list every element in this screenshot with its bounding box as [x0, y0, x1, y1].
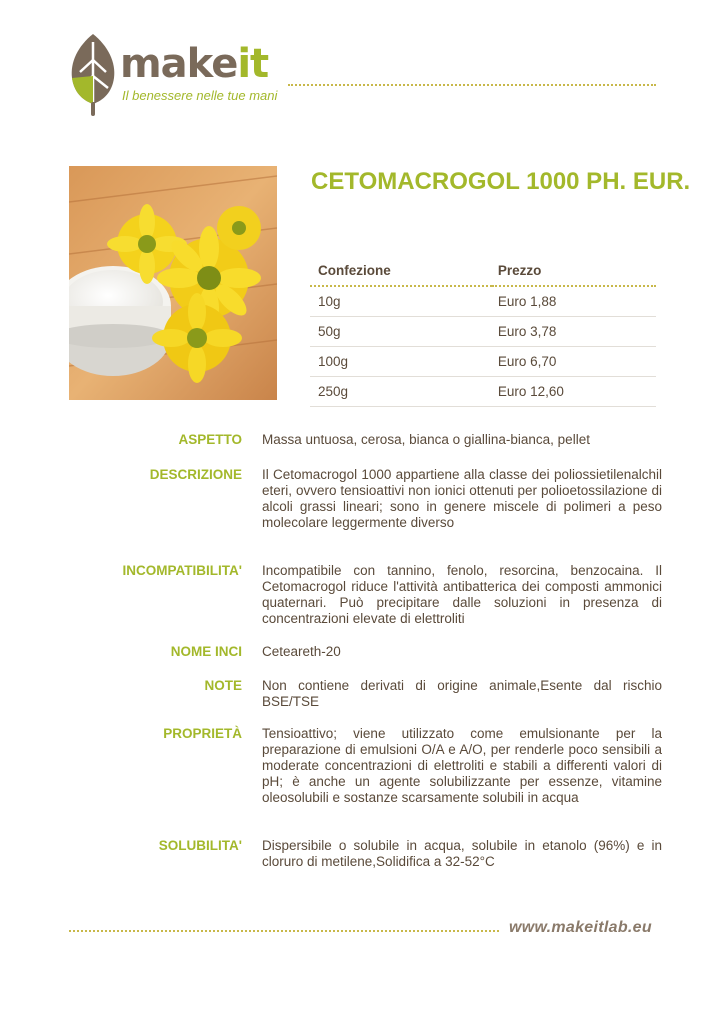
column-header-size: Confezione: [310, 256, 492, 286]
footer-divider: [69, 930, 499, 932]
brand-wordmark: makeit: [120, 41, 269, 87]
spec-value: Massa untuosa, cerosa, bianca o giallina-bianca, pellet: [262, 432, 590, 447]
size-cell: 250g: [310, 377, 492, 407]
table-row: [310, 317, 656, 347]
brand-logo: [68, 32, 278, 122]
product-title: CETOMACROGOL 1000 PH. EUR.: [311, 168, 691, 195]
price-cell: Euro 6,70: [492, 347, 656, 377]
spec-label: SOLUBILITA': [158, 838, 242, 853]
table-row: [310, 347, 656, 377]
price-cell: Euro 1,88: [492, 286, 656, 317]
size-cell: 10g: [310, 286, 492, 317]
size-cell: 100g: [310, 347, 492, 377]
spec-label: NOTE: [204, 678, 242, 693]
price-table-header: [310, 256, 656, 286]
spec-value: Tensioattivo; viene utilizzato come emulsionante per la preparazione di emulsioni O/A e A/O, per renderle poco sensibili a moderate concentrazioni di elettroliti e stabili a differenti valori di pH; è anche un agente solubilizzante per essenze, vitamine oleosolubili e sostanze scarsamente solubili in acqua: [262, 726, 662, 805]
brand-tagline: Il benessere nelle tue mani: [122, 88, 278, 103]
spec-label: DESCRIZIONE: [149, 467, 242, 482]
price-cell: Euro 12,60: [492, 377, 656, 407]
spec-value: Ceteareth-20: [262, 644, 341, 659]
price-table: [310, 256, 656, 407]
table-row: [310, 286, 656, 317]
price-cell: Euro 3,78: [492, 317, 656, 347]
website-link[interactable]: www.makeitlab.eu: [509, 919, 652, 936]
spec-value: Non contiene derivati di origine animale,Esente dal rischio BSE/TSE: [262, 678, 662, 709]
spec-value: Dispersibile o solubile in acqua, solubile in etanolo (96%) e in cloruro di metilene,Solidifica a 32-52°C: [262, 838, 662, 869]
spec-label: INCOMPATIBILITA': [122, 563, 242, 578]
spec-label: PROPRIETÀ: [163, 726, 242, 741]
product-photo: [69, 166, 277, 400]
spec-value: Incompatibile con tannino, fenolo, resorcina, benzocaina. Il Cetomacrogol riduce l'attività antibatterica dei composti ammonici quaternari. Può precipitare dalle soluzioni in presenza di concentrazioni elevate di elettroliti: [262, 563, 662, 626]
header-divider: [288, 84, 656, 86]
size-cell: 50g: [310, 317, 492, 347]
table-row: [310, 377, 656, 407]
spec-label: ASPETTO: [178, 432, 242, 447]
spec-label: NOME INCI: [170, 644, 242, 659]
leaf-icon: [68, 32, 118, 116]
spec-value: Il Cetomacrogol 1000 appartiene alla classe dei poliossietilenalchil eteri, ovvero tensioattivi non ionici ottenuti per polioetossilazione di alcoli grassi lineari; sono in genere miscele di polimeri a peso molecolare leggermente diverso: [262, 467, 662, 530]
column-header-price: Prezzo: [492, 256, 656, 286]
